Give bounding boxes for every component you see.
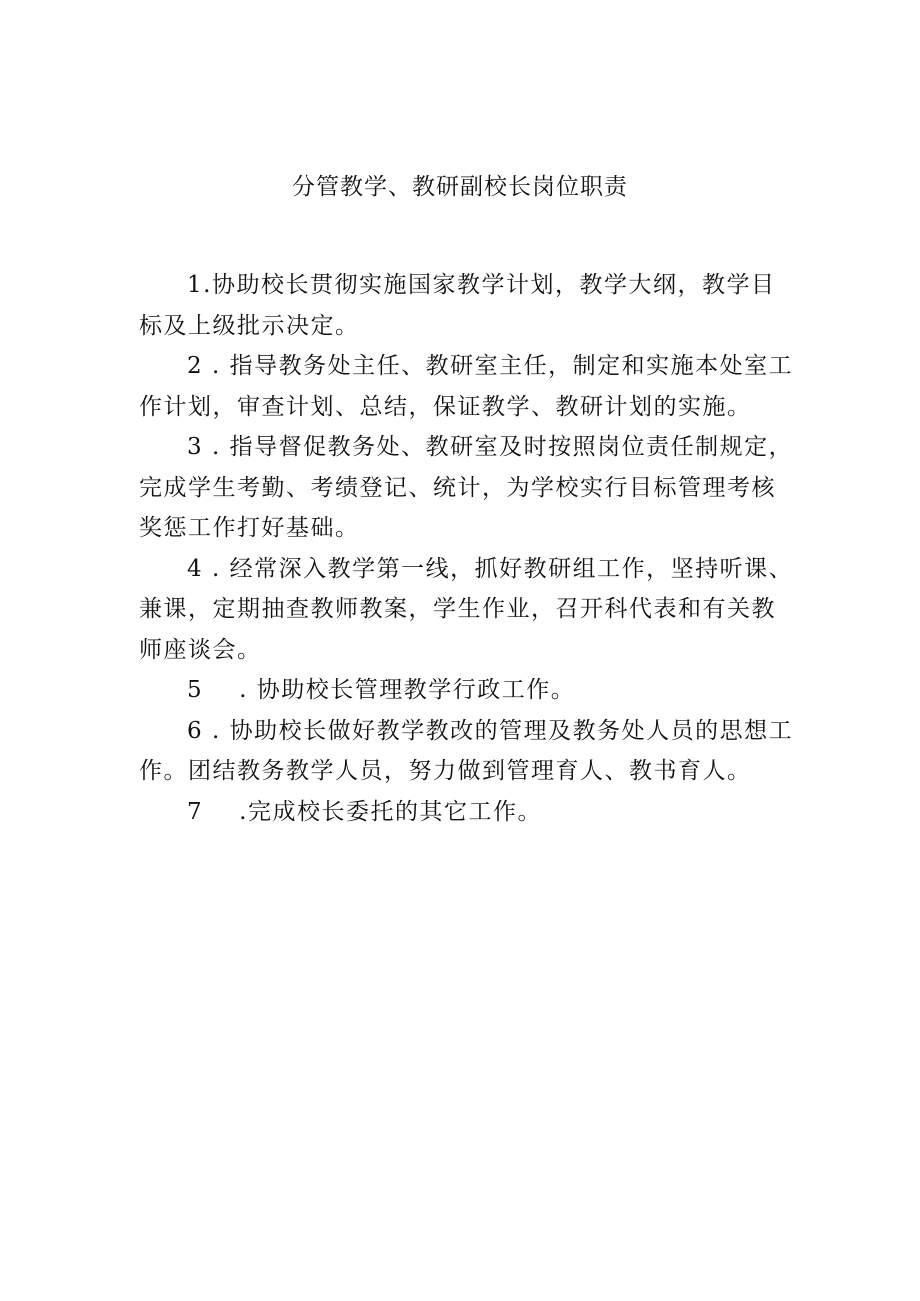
list-item bbox=[139, 711, 795, 792]
list-item bbox=[139, 265, 795, 346]
item-text: . 指导教务处主任、教研室主任，制定和实施本处室工作计划，审查计划、总结，保证教学、教研计划的实施。 bbox=[139, 353, 794, 420]
item-number: 6 bbox=[187, 717, 204, 744]
list-item bbox=[139, 346, 795, 427]
item-number: 5 bbox=[187, 677, 204, 703]
list-item bbox=[139, 427, 795, 549]
item-number: 4 bbox=[187, 555, 204, 582]
item-number: 3 bbox=[187, 434, 204, 460]
item-text: . 指导督促教务处、教研室及时按照岗位责任制规定，完成学生考勤、考绩登记、统计，为学校实行目标管理考核奖惩工作打好基础。 bbox=[139, 434, 794, 541]
item-text: .完成校长委托的其它工作。 bbox=[239, 798, 542, 825]
item-text: .协助校长贯彻实施国家教学计划，教学大纲，教学目标及上级批示决定。 bbox=[139, 272, 776, 339]
item-number: 2 bbox=[187, 353, 204, 379]
document-body bbox=[139, 265, 795, 832]
list-item bbox=[139, 792, 795, 833]
item-number: 7 bbox=[187, 798, 204, 825]
item-number: 1 bbox=[187, 272, 204, 298]
item-text: . 协助校长做好教学教改的管理及教务处人员的思想工作。团结教务教学人员，努力做到管理育人、教书育人。 bbox=[139, 717, 794, 784]
list-item bbox=[139, 670, 795, 711]
item-text: . 经常深入教学第一线，抓好教研组工作，坚持听课、兼课，定期抽查教师教案，学生作业，召开科代表和有关教师座谈会。 bbox=[139, 555, 794, 663]
item-text: . 协助校长管理教学行政工作。 bbox=[239, 677, 576, 703]
list-item bbox=[139, 549, 795, 671]
document-title: 分管教学、教研副校长岗位职责 bbox=[292, 174, 628, 200]
